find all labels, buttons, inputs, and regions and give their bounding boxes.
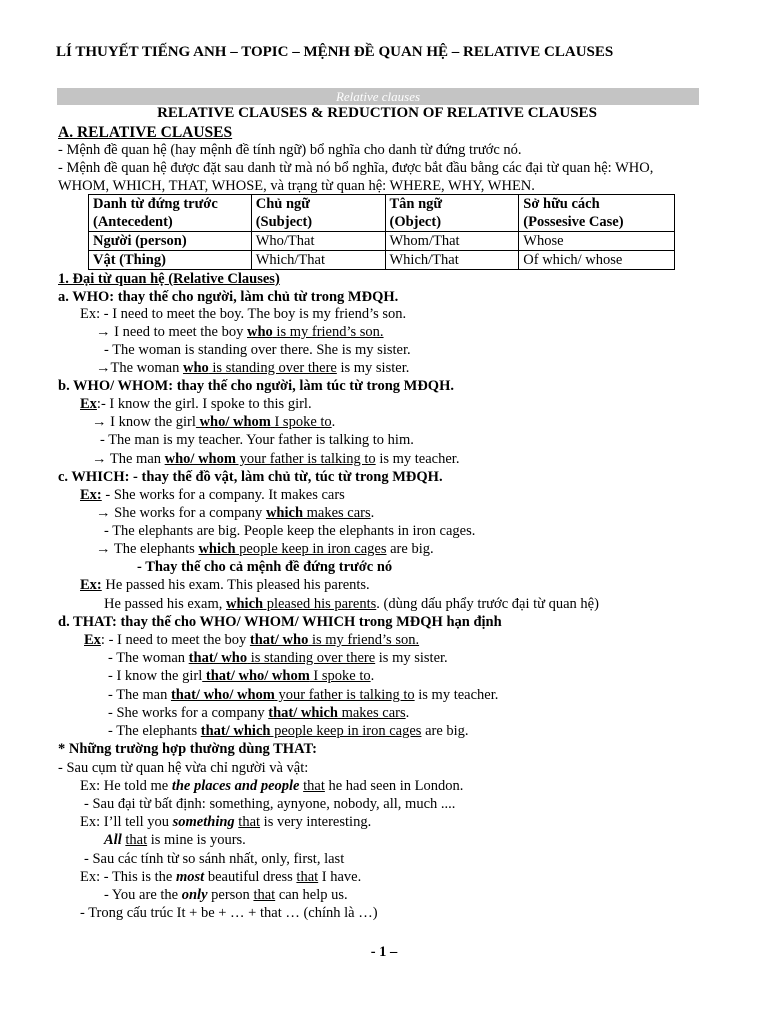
- arrow-icon: →: [92, 451, 107, 467]
- intro-line-3: WHOM, WHICH, THAT, WHOSE, và trạng từ quan hệ: WHERE, WHY, WHEN.: [58, 178, 535, 194]
- case-line: - Sau cụm từ quan hệ vừa chỉ người và vật:: [58, 760, 309, 776]
- example-line: Ex: He told me the places and people that he had seen in London.: [80, 778, 464, 794]
- intro-line-1: - Mệnh đề quan hệ (hay mệnh đề tính ngữ) bổ nghĩa cho danh từ đứng trước nó.: [58, 142, 522, 158]
- that-heading: d. THAT: thay thế cho WHO/ WHOM/ WHICH trong MĐQH hạn định: [58, 614, 502, 630]
- example-line: All that is mine is yours.: [104, 832, 246, 848]
- example-line: Ex: I’ll tell you something that is very interesting.: [80, 814, 372, 830]
- page-number: - 1 –: [370, 944, 398, 960]
- example-line: - The elephants that/ which people keep in iron cages are big.: [108, 723, 469, 739]
- example-line: - I know the girl that/ who/ whom I spoke to.: [108, 668, 375, 684]
- table-cell: Which/That: [385, 251, 519, 270]
- case-line: - Sau các tính từ so sánh nhất, only, first, last: [84, 851, 345, 867]
- arrow-icon: →: [96, 541, 111, 557]
- document-subtitle: RELATIVE CLAUSES & REDUCTION OF RELATIVE CLAUSES: [157, 105, 597, 121]
- example-line: He passed his exam, which pleased his parents. (dùng dấu phẩy trước đại từ quan hệ): [104, 596, 599, 612]
- that-cases-heading: * Những trường hợp thường dùng THAT:: [58, 741, 317, 757]
- section-banner: Relative clauses: [57, 88, 699, 105]
- arrow-icon: →: [96, 505, 111, 521]
- example-line: → The elephants which people keep in iron cages are big.: [96, 541, 434, 557]
- who-whom-object-heading: b. WHO/ WHOM: thay thế cho người, làm túc từ trong MĐQH.: [58, 378, 454, 394]
- table-header-cell: Chủ ngữ (Subject): [251, 195, 385, 232]
- table-cell: Who/That: [251, 232, 385, 251]
- example-line: → She works for a company which makes cars.: [96, 505, 375, 521]
- arrow-icon: →: [92, 414, 107, 430]
- example-line: Ex:- I know the girl. I spoke to this girl.: [80, 396, 312, 412]
- example-line: - You are the only person that can help us.: [104, 887, 348, 903]
- case-line: - Sau đại từ bất định: something, aynyone, nobody, all, much ....: [84, 796, 456, 812]
- example-line: - The elephants are big. People keep the elephants in iron cages.: [104, 523, 476, 539]
- arrow-icon: →: [96, 324, 111, 340]
- table-cell: Whose: [519, 232, 675, 251]
- example-line: Ex: - I need to meet the boy. The boy is my friend’s son.: [80, 306, 407, 322]
- table-cell: Whom/That: [385, 232, 519, 251]
- example-line: - The woman is standing over there. She is my sister.: [104, 342, 411, 358]
- section-1-heading: 1. Đại từ quan hệ (Relative Clauses): [58, 271, 280, 287]
- example-line: Ex: - I need to meet the boy that/ who is my friend’s son.: [84, 632, 420, 648]
- example-line: → The man who/ whom your father is talking to is my teacher.: [92, 451, 460, 467]
- table-header-cell: Danh từ đứng trước (Antecedent): [89, 195, 252, 232]
- table-cell: Of which/ whose: [519, 251, 675, 270]
- example-line: - The woman that/ who is standing over there is my sister.: [108, 650, 448, 666]
- example-line: → I know the girl who/ whom I spoke to.: [92, 414, 336, 430]
- who-subject-heading: a. WHO: thay thế cho người, làm chủ từ trong MĐQH.: [58, 289, 399, 305]
- which-clause-subheading: - Thay thế cho cả mệnh đề đứng trước nó: [137, 559, 393, 575]
- example-line: Ex: - She works for a company. It makes cars: [80, 487, 345, 503]
- table-header-cell: Sở hữu cách (Possesive Case): [519, 195, 675, 232]
- table-cell: Người (person): [89, 232, 252, 251]
- table-row: [89, 232, 675, 251]
- table-row: [89, 251, 675, 270]
- case-line: - Trong cấu trúc It + be + … + that … (chính là …): [80, 905, 378, 921]
- intro-line-2: - Mệnh đề quan hệ được đặt sau danh từ mà nó bổ nghĩa, được bắt đầu bằng các đại từ quan hệ: WHO,: [58, 160, 654, 176]
- example-line: Ex: He passed his exam. This pleased his parents.: [80, 577, 370, 593]
- page-header-title: LÍ THUYẾT TIẾNG ANH – TOPIC – MỆNH ĐỀ QUAN HỆ – RELATIVE CLAUSES: [56, 44, 614, 60]
- table-header-cell: Tân ngữ (Object): [385, 195, 519, 232]
- table-header-row: [89, 195, 675, 232]
- section-a-heading: A. RELATIVE CLAUSES: [58, 124, 233, 141]
- example-line: → I need to meet the boy who is my friend’s son.: [96, 324, 384, 340]
- table-cell: Vật (Thing): [89, 251, 252, 270]
- arrow-icon: →: [96, 360, 111, 376]
- example-line: →The woman who is standing over there is my sister.: [96, 360, 410, 376]
- example-line: - The man that/ who/ whom your father is talking to is my teacher.: [108, 687, 499, 703]
- which-heading: c. WHICH: - thay thế đồ vật, làm chủ từ, túc từ trong MĐQH.: [58, 469, 443, 485]
- example-line: - She works for a company that/ which makes cars.: [108, 705, 410, 721]
- table-cell: Which/That: [251, 251, 385, 270]
- example-line: Ex: - This is the most beautiful dress that I have.: [80, 869, 362, 885]
- relative-pronoun-table: [88, 194, 675, 270]
- example-line: - The man is my teacher. Your father is talking to him.: [100, 432, 414, 448]
